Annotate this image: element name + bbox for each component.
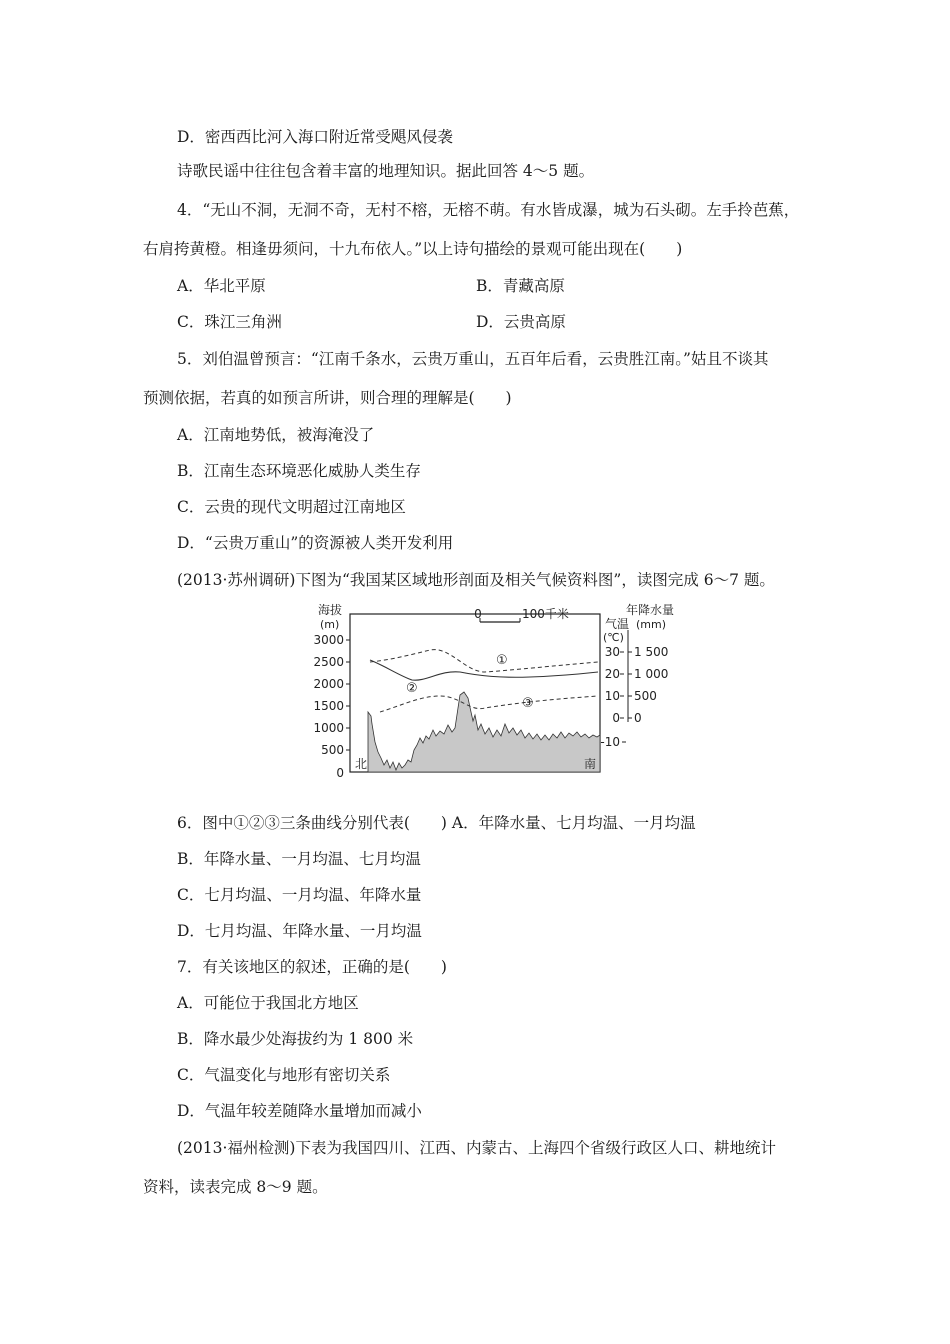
precipitation-ticks [634, 645, 668, 725]
question-7-option-c: C．气温变化与地形有密切关系 [177, 1066, 391, 1084]
question-7-option-b: B．降水最少处海拔约为 1 800 米 [177, 1030, 414, 1048]
question-5-option-c: C．云贵的现代文明超过江南地区 [177, 498, 406, 516]
temperature-axis-title: 气温 [605, 617, 630, 631]
curve-3-label: ③ [522, 696, 534, 711]
q3-option-d: D．密西西比河入海口附近常受飓风侵袭 [177, 128, 453, 146]
temperature-tick: 0 [612, 711, 620, 725]
precipitation-tick: 500 [634, 689, 657, 703]
question-4-option-d: D．云贵高原 [476, 313, 566, 331]
temperature-tick: -10 [600, 735, 620, 749]
question-5-option-a: A．江南地势低，被海淹没了 [177, 426, 375, 444]
precipitation-tick: 1 000 [634, 667, 669, 681]
question-4-option-c: C．珠江三角洲 [177, 313, 282, 331]
terrain-climate-svg [300, 600, 690, 780]
intro-questions-4-5: 诗歌民谣中往往包含着丰富的地理知识。据此回答 4～5 题。 [177, 162, 595, 180]
question-7-option-d: D．气温年较差随降水量增加而减小 [177, 1102, 422, 1120]
curve-1 [370, 650, 598, 672]
curve-3 [380, 696, 598, 712]
precipitation-tick: 0 [634, 711, 642, 725]
elevation-tick-marks [346, 640, 350, 750]
south-label: 南 [584, 757, 597, 771]
question-5-stem-line1: 5．刘伯温曾预言：“江南千条水，云贵万重山，五百年后看，云贵胜江南。”姑且不谈其 [177, 350, 769, 368]
question-6-option-b: B．年降水量、一月均温、七月均温 [177, 850, 421, 868]
elevation-axis-title: 海拔 [318, 603, 343, 617]
elevation-tick: 500 [321, 743, 344, 757]
curve-1-label: ① [496, 653, 508, 668]
elevation-axis-unit: (m) [320, 618, 340, 631]
temperature-tick: 30 [604, 645, 620, 659]
elevation-tick: 1500 [313, 699, 344, 713]
question-4-option-a: A．华北平原 [177, 277, 266, 295]
north-label: 北 [355, 757, 368, 771]
terrain-climate-figure [300, 600, 690, 780]
precipitation-tick: 1 500 [634, 645, 669, 659]
question-4-stem-line1: 4．“无山不洞，无洞不奇，无村不榕，无榕不萌。有水皆成瀑，城为石头砌。左手拎芭蕉， [177, 201, 800, 219]
temperature-tick-marks [620, 652, 626, 742]
question-4-stem-line2: 右肩挎黄橙。相逢毋须问，十九布依人。”以上诗句描绘的景观可能出现在( ) [143, 240, 683, 258]
intro-questions-8-9-line2: 资料，读表完成 8～9 题。 [143, 1178, 328, 1196]
intro-questions-6-7: (2013·苏州调研)下图为“我国某区域地形剖面及相关气候资料图”，读图完成 6～7 题。 [177, 571, 775, 589]
question-4-option-b: B．青藏高原 [476, 277, 565, 295]
temperature-axis-unit: (℃) [603, 631, 624, 644]
curve-2 [370, 660, 598, 680]
scale-end: 100千米 [522, 607, 569, 621]
question-5-stem-line2: 预测依据，若真的如预言所讲，则合理的理解是( ) [143, 389, 512, 407]
temperature-ticks [600, 645, 620, 749]
question-6-option-c: C．七月均温、一月均温、年降水量 [177, 886, 422, 904]
precipitation-tick-marks [628, 652, 632, 718]
question-6-stem: 6．图中①②③三条曲线分别代表( ) A．年降水量、七月均温、一月均温 [177, 814, 696, 832]
curve-2-label: ② [406, 681, 418, 696]
elevation-tick: 2000 [313, 677, 344, 691]
question-6-option-d: D．七月均温、年降水量、一月均温 [177, 922, 422, 940]
elevation-ticks [313, 633, 344, 780]
question-7-option-a: A．可能位于我国北方地区 [177, 994, 359, 1012]
elevation-tick: 1000 [313, 721, 344, 735]
precipitation-axis-unit: (mm) [636, 618, 667, 631]
scale-start: 0 [474, 607, 482, 621]
temperature-tick: 20 [604, 667, 620, 681]
temperature-tick: 10 [604, 689, 620, 703]
elevation-tick: 2500 [313, 655, 344, 669]
precipitation-axis-title: 年降水量 [626, 603, 675, 617]
elevation-tick: 0 [336, 766, 344, 780]
question-5-option-b: B．江南生态环境恶化威胁人类生存 [177, 462, 421, 480]
question-7-stem: 7．有关该地区的叙述，正确的是( ) [177, 958, 447, 976]
question-5-option-d: D．“云贵万重山”的资源被人类开发利用 [177, 534, 454, 552]
intro-questions-8-9-line1: (2013·福州检测)下表为我国四川、江西、内蒙古、上海四个省级行政区人口、耕地统计 [177, 1139, 776, 1157]
elevation-tick: 3000 [313, 633, 344, 647]
